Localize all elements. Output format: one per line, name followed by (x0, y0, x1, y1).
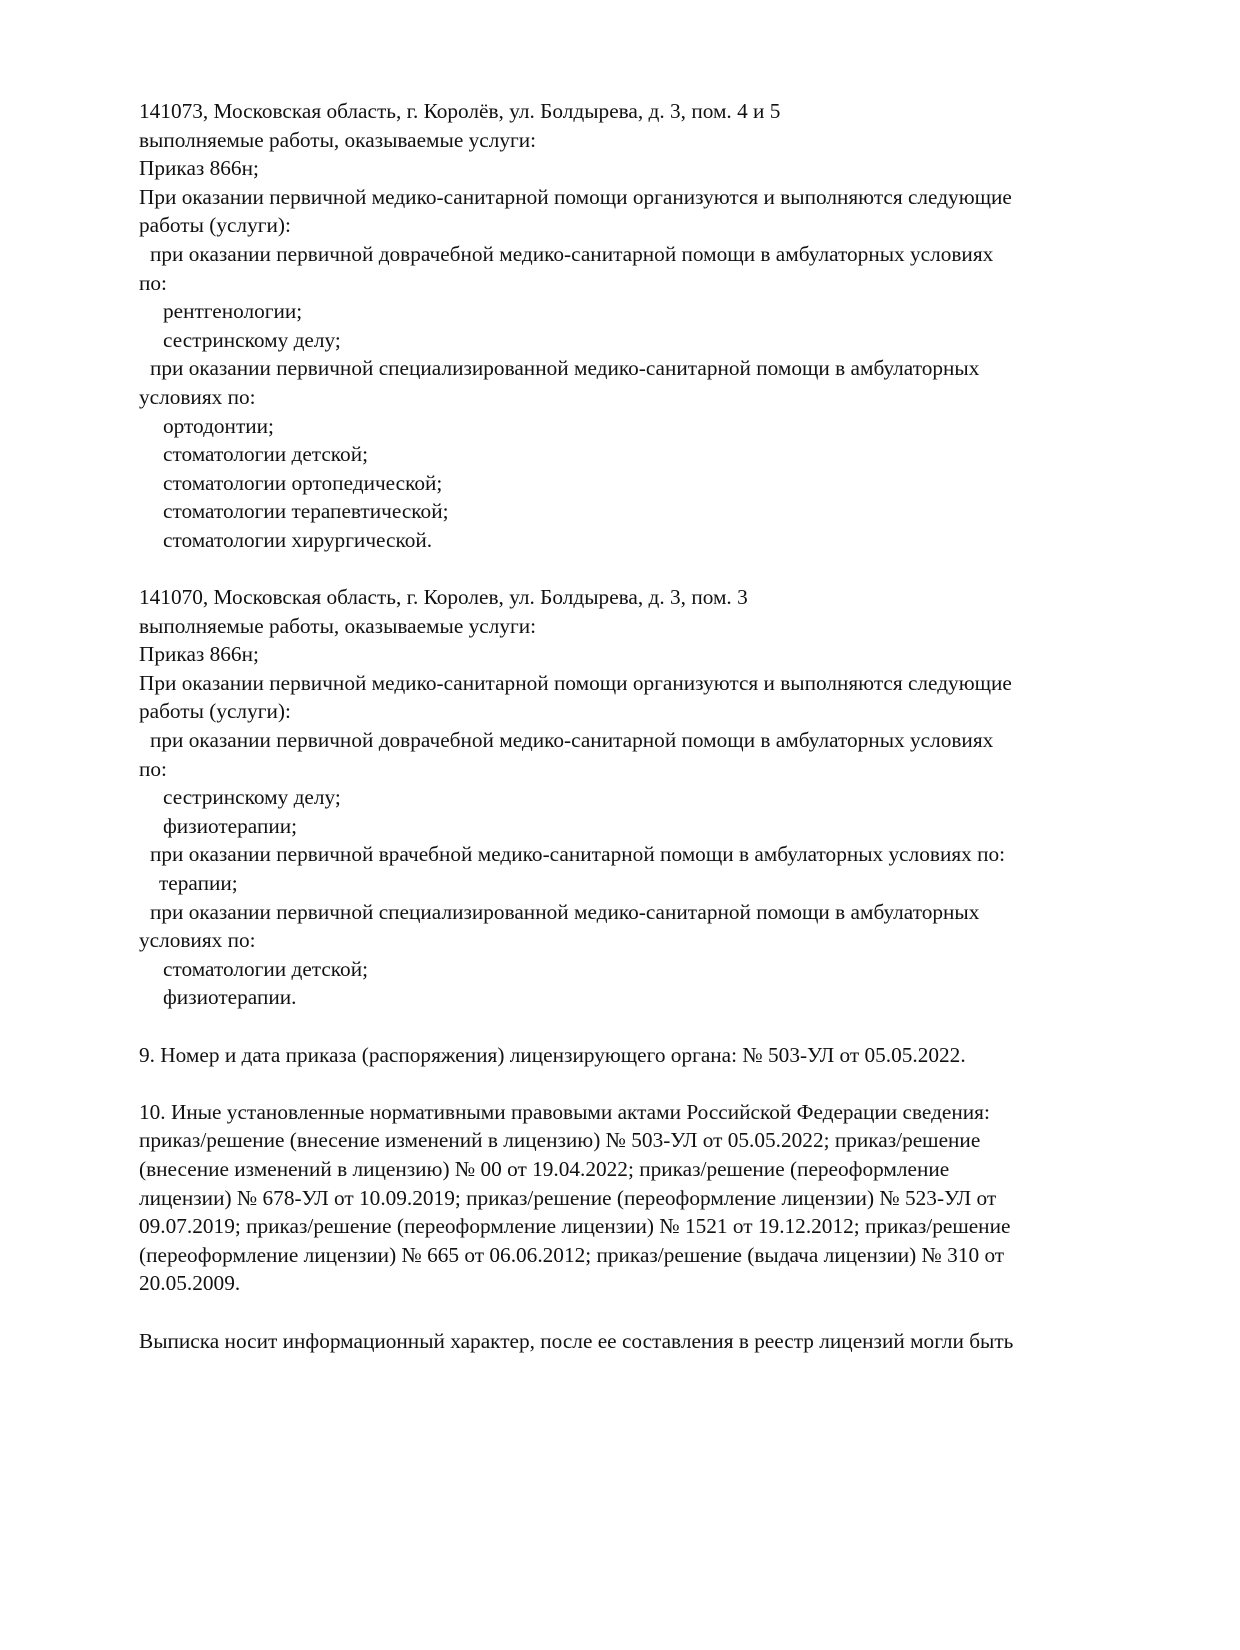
intro-text: работы (услуги): (139, 213, 291, 238)
intro-text: работы (услуги): (139, 699, 291, 724)
group-heading: при оказании первичной доврачебной медико-санитарной помощи в амбулаторных условиях (150, 241, 994, 266)
service-item: сестринскому делу; (163, 327, 341, 352)
item-10-line: (внесение изменений в лицензию) № 00 от 19.04.2022; приказ/решение (переоформление (139, 1156, 950, 1181)
works-label: выполняемые работы, оказываемые услуги: (139, 127, 537, 152)
group-heading: по: (139, 756, 167, 781)
address: 141070, Московская область, г. Королев, ул. Болдырева, д. 3, пом. 3 (139, 585, 748, 610)
service-item: сестринскому делу; (163, 785, 341, 810)
spacer (139, 555, 1119, 584)
intro-text: При оказании первичной медико-санитарной помощи организуются и выполняются следующие (139, 184, 1012, 209)
spacer (139, 1012, 1119, 1041)
group-heading: при оказании первичной врачебной медико-санитарной помощи в амбулаторных условиях по: (150, 842, 1006, 867)
address: 141073, Московская область, г. Королёв, ул. Болдырева, д. 3, пом. 4 и 5 (139, 99, 781, 123)
service-item: физиотерапии. (163, 985, 297, 1010)
group-heading: при оказании первичной доврачебной медико-санитарной помощи в амбулаторных условиях (150, 728, 994, 753)
service-item: стоматологии ортопедической; (163, 470, 443, 495)
service-item: стоматологии детской; (163, 442, 369, 467)
spacer (139, 1069, 1119, 1098)
group-heading: при оказании первичной специализированной медико-санитарной помощи в амбулаторных (150, 356, 980, 381)
item-10-line: приказ/решение (внесение изменений в лицензию) № 503-УЛ от 05.05.2022; приказ/решение (139, 1128, 981, 1153)
item-10-line: 20.05.2009. (139, 1271, 241, 1296)
address-section-2 (139, 583, 1119, 1012)
service-item: физиотерапии; (163, 813, 298, 838)
order-ref: Приказ 866н; (139, 642, 259, 667)
service-item: стоматологии детской; (163, 956, 369, 981)
service-item: ортодонтии; (163, 413, 274, 438)
address-section-1 (139, 97, 1119, 555)
item-10-line: 09.07.2019; приказ/решение (переоформление лицензии) № 1521 от 19.12.2012; приказ/решение (139, 1214, 1011, 1239)
service-item: стоматологии терапевтической; (163, 499, 449, 524)
service-item: рентгенологии; (163, 299, 303, 324)
document-page (139, 97, 1119, 1355)
intro-text: При оказании первичной медико-санитарной помощи организуются и выполняются следующие (139, 670, 1012, 695)
group-heading: условиях по: (139, 928, 256, 953)
item-10-line: (переоформление лицензии) № 665 от 06.06.2012; приказ/решение (выдача лицензии) № 310 от (139, 1242, 1005, 1267)
item-10-line: 10. Иные установленные нормативными правовыми актами Российской Федерации сведения: (139, 1099, 990, 1124)
group-heading: по: (139, 270, 167, 295)
service-item: стоматологии хирургической. (163, 527, 433, 552)
order-ref: Приказ 866н; (139, 156, 259, 181)
spacer (139, 1298, 1119, 1327)
works-label: выполняемые работы, оказываемые услуги: (139, 613, 537, 638)
group-heading: условиях по: (139, 384, 256, 409)
item-10-line: лицензии) № 678-УЛ от 10.09.2019; приказ/решение (переоформление лицензии) № 523-УЛ от (139, 1185, 997, 1210)
item-10-other-info (139, 1098, 1119, 1298)
item-9-order-number: 9. Номер и дата приказа (распоряжения) лицензирующего органа: № 503-УЛ от 05.05.2022. (139, 1042, 966, 1067)
footer-note: Выписка носит информационный характер, после ее составления в реестр лицензий могли быть (139, 1328, 1014, 1353)
service-item: терапии; (159, 871, 238, 896)
group-heading: при оказании первичной специализированной медико-санитарной помощи в амбулаторных (150, 899, 980, 924)
